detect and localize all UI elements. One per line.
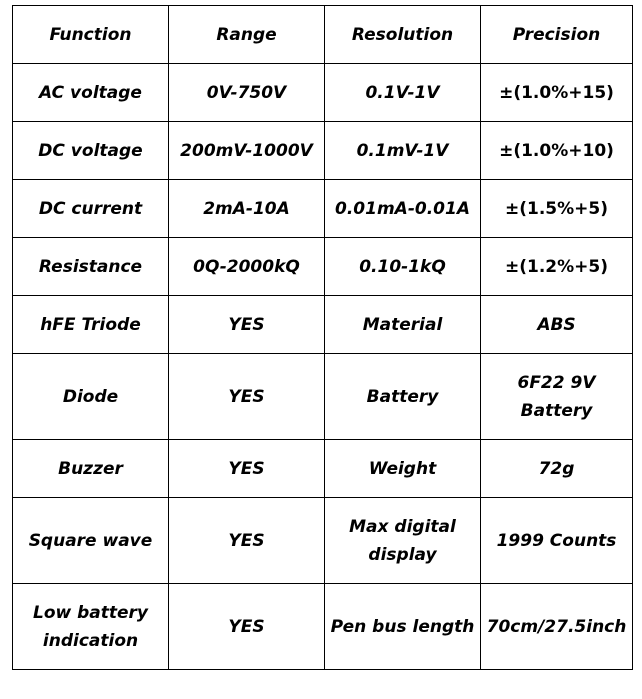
cell-range: 2mA-10A: [169, 180, 325, 238]
cell-range: YES: [169, 498, 325, 584]
cell-precision: 72g: [481, 440, 633, 498]
cell-function: hFE Triode: [13, 296, 169, 354]
cell-function: DC current: [13, 180, 169, 238]
cell-resolution: Material: [325, 296, 481, 354]
table-header-row: [13, 6, 633, 64]
cell-resolution: 0.10-1kQ: [325, 238, 481, 296]
cell-function-line: indication: [42, 630, 139, 651]
cell-precision: ABS: [481, 296, 633, 354]
table-row: [13, 238, 633, 296]
cell-function: Square wave: [13, 498, 169, 584]
table-row: [13, 584, 633, 670]
cell-resolution: [325, 498, 481, 584]
header-range: Range: [169, 6, 325, 64]
table-row: [13, 440, 633, 498]
spec-table: [12, 5, 633, 670]
cell-function: AC voltage: [13, 64, 169, 122]
cell-precision: ±(1.2%+5): [481, 238, 633, 296]
cell-precision: ±(1.0%+15): [481, 64, 633, 122]
cell-function: Diode: [13, 354, 169, 440]
cell-precision-line: 6F22 9V: [517, 372, 596, 393]
cell-resolution: 0.1V-1V: [325, 64, 481, 122]
cell-precision: 1999 Counts: [481, 498, 633, 584]
cell-precision: ±(1.0%+10): [481, 122, 633, 180]
cell-function: Resistance: [13, 238, 169, 296]
cell-function: Buzzer: [13, 440, 169, 498]
table-row: [13, 354, 633, 440]
cell-range: YES: [169, 296, 325, 354]
cell-precision-line: Battery: [520, 400, 593, 421]
header-precision: Precision: [481, 6, 633, 64]
cell-range: 0Q-2000kQ: [169, 238, 325, 296]
cell-resolution-line: Max digital: [349, 516, 456, 537]
cell-range: YES: [169, 354, 325, 440]
table-row: [13, 64, 633, 122]
header-function: Function: [13, 6, 169, 64]
cell-resolution: 0.1mV-1V: [325, 122, 481, 180]
table-row: [13, 498, 633, 584]
cell-range: YES: [169, 584, 325, 670]
table-row: [13, 180, 633, 238]
cell-function: [13, 584, 169, 670]
cell-range: 200mV-1000V: [169, 122, 325, 180]
cell-resolution: Pen bus length: [325, 584, 481, 670]
cell-precision: 70cm/27.5inch: [481, 584, 633, 670]
header-resolution: Resolution: [325, 6, 481, 64]
cell-resolution: Battery: [325, 354, 481, 440]
table-row: [13, 296, 633, 354]
cell-function-line: Low battery: [32, 602, 149, 623]
cell-precision: [481, 354, 633, 440]
cell-range: YES: [169, 440, 325, 498]
cell-resolution: 0.01mA-0.01A: [325, 180, 481, 238]
cell-function: DC voltage: [13, 122, 169, 180]
cell-precision: ±(1.5%+5): [481, 180, 633, 238]
table-row: [13, 122, 633, 180]
cell-resolution-line: display: [368, 544, 437, 565]
cell-resolution: Weight: [325, 440, 481, 498]
cell-range: 0V-750V: [169, 64, 325, 122]
